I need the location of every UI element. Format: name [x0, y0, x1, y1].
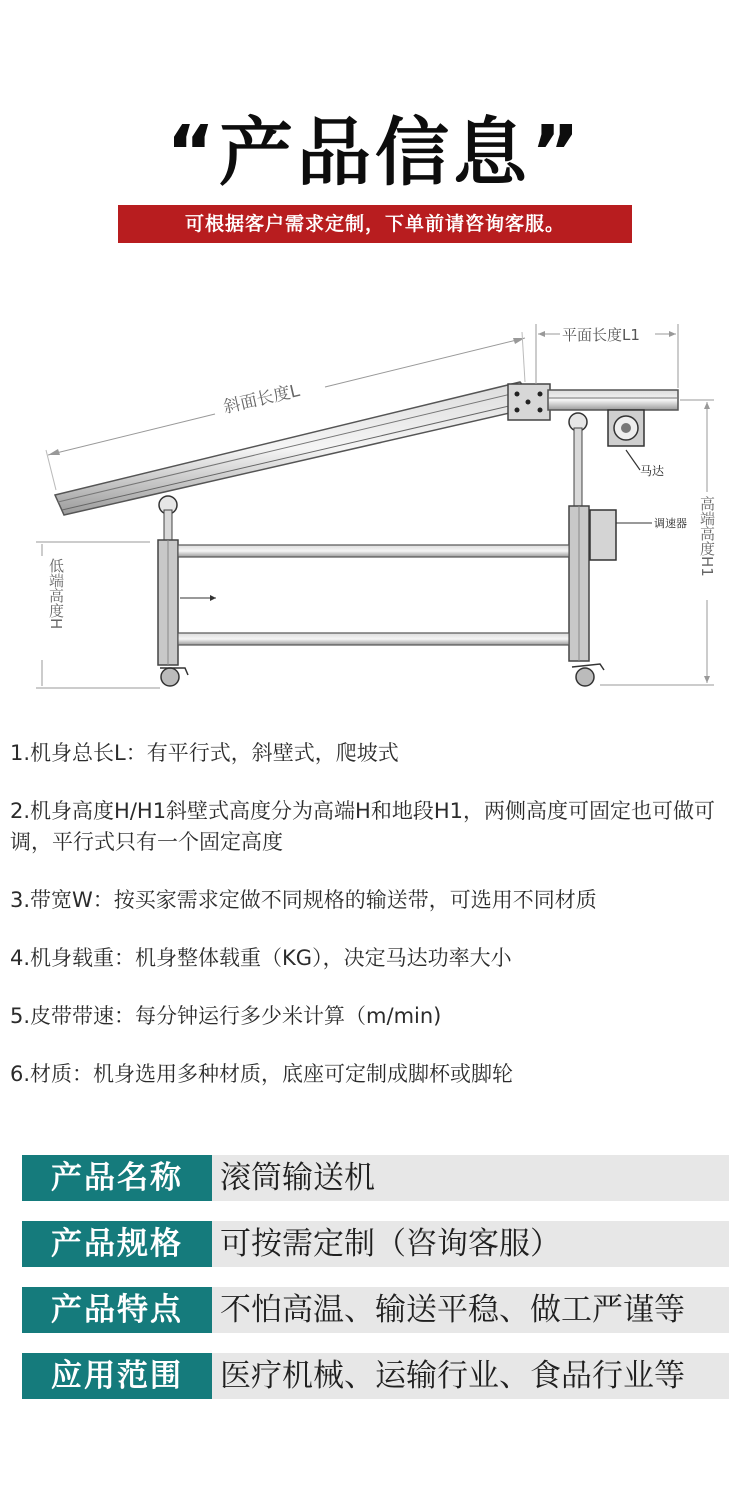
row-value: 可按需定制（咨询客服）: [220, 1226, 561, 1262]
spec-list: [10, 738, 745, 1117]
row-product-name: [22, 1155, 729, 1201]
product-info-table: [22, 1155, 729, 1419]
conveyor-diagram: [0, 310, 750, 710]
upper-crossbeam: [178, 545, 569, 557]
flat-belt-frame: [548, 390, 678, 410]
motor: [608, 410, 644, 470]
inclined-belt-frame: [55, 382, 540, 515]
low-end-leg: [158, 496, 188, 686]
high-end-height-label: 高端高度H1: [698, 496, 716, 577]
slope-length-label: 斜面长度L: [221, 380, 302, 418]
row-product-features: [22, 1287, 729, 1333]
custom-order-banner: 可根据客户需求定制，下单前请咨询客服。: [118, 205, 632, 243]
row-value: 滚筒输送机: [220, 1160, 375, 1196]
page-title: “产品信息”: [166, 110, 584, 196]
row-label: 产品名称: [22, 1155, 212, 1201]
low-end-height-label: 低端高度H: [47, 558, 65, 630]
speed-controller: [590, 510, 616, 560]
speed-controller-label: 调速器: [654, 517, 687, 530]
spec-item-belt-speed: 5.皮带带速：每分钟运行多少米计算（m/min): [10, 1004, 442, 1028]
spec-item-length: 1.机身总长L：有平行式，斜壁式，爬坡式: [10, 741, 399, 765]
row-label: 产品规格: [22, 1221, 212, 1267]
row-application-scope: [22, 1353, 729, 1399]
spec-item-material: 6.材质：机身选用多种材质，底座可定制成脚杯或脚轮: [10, 1062, 514, 1086]
row-value: 医疗机械、运输行业、食品行业等: [220, 1358, 685, 1394]
row-value: 不怕高温、输送平稳、做工严谨等: [220, 1292, 685, 1328]
motor-label: 马达: [640, 464, 665, 478]
flat-length-label: 平面长度L1: [562, 326, 640, 344]
row-product-spec: [22, 1221, 729, 1267]
lower-crossbeam: [178, 633, 569, 645]
spec-item-height: 2.机身高度H/H1斜壁式高度分为高端H和地段H1，两侧高度可固定也可做可调，平行式只有一个固定高度: [10, 799, 715, 854]
row-label: 产品特点: [22, 1287, 212, 1333]
spec-item-load: 4.机身载重：机身整体载重（KG），决定马达功率大小: [10, 946, 512, 970]
spec-item-belt-width: 3.带宽W：按买家需求定做不同规格的输送带，可选用不同材质: [10, 888, 597, 912]
row-label: 应用范围: [22, 1353, 212, 1399]
